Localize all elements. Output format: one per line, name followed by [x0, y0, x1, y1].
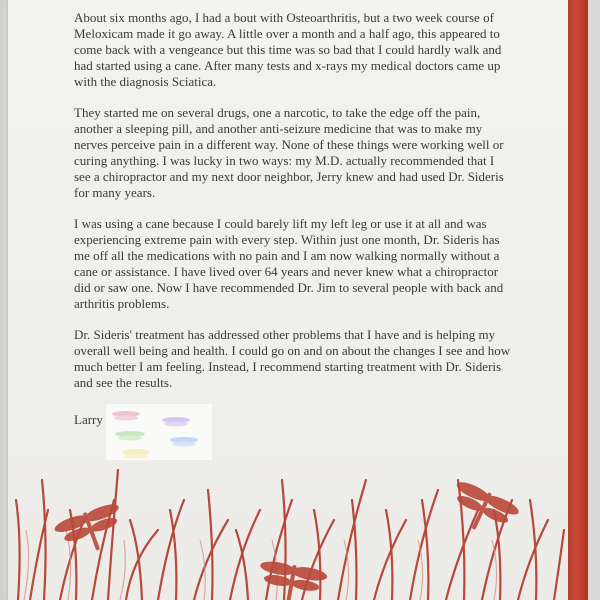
dragonfly-icon-center	[254, 559, 328, 600]
paragraph-2: They started me on several drugs, one a narcotic, to take the edge off the pain, another a sleeping pill, and another anti-seizure medicine that was to make my nerves perceive pain in a different way. None of these things were working well or curing anything. I was lucky in two ways: my M.D. actually recommended that I see a chiropractor and my next door neighbor, Jerry knew and had used Dr. Sideris for many years.	[74, 105, 504, 200]
letter-body	[74, 10, 514, 406]
paragraph-1: About six months ago, I had a bout with Osteoarthritis, but a two week course of Meloxicam made it go away. A little over a month and a half ago, this appeared to come back with a vengeance but this time was so bad that I could hardly walk and had started using a cane. After many tests and x-rays my medical doctors came up with the diagnosis Sciatica.	[74, 10, 502, 89]
paragraph-3: I was using a cane because I could barely lift my left leg or use it at all and was experiencing extreme pain with every step. Within just one month, Dr. Sideris has me off all the medications with no pain and I am now walking normally without a cane or assistance. I have lived over 64 years and never knew what a chiropractor did or saw one. Now I have recommended Dr. Jim to several people with back and arthritis problems.	[74, 216, 504, 311]
paragraph-4: Dr. Sideris' treatment has addressed other problems that I have and is helping my overall well being and health. I could go on and on about the changes I see and how much better I am feeling. Instead, I recommend starting treatment with Dr. Sideris and see the results.	[74, 327, 511, 390]
dragonfly-icon-right	[443, 479, 522, 544]
dragonfly-icon-left	[53, 501, 131, 562]
grass-illustration	[8, 440, 568, 600]
signature: Larry	[74, 412, 103, 427]
red-card-edge	[568, 0, 588, 600]
scan-margin	[588, 0, 600, 600]
